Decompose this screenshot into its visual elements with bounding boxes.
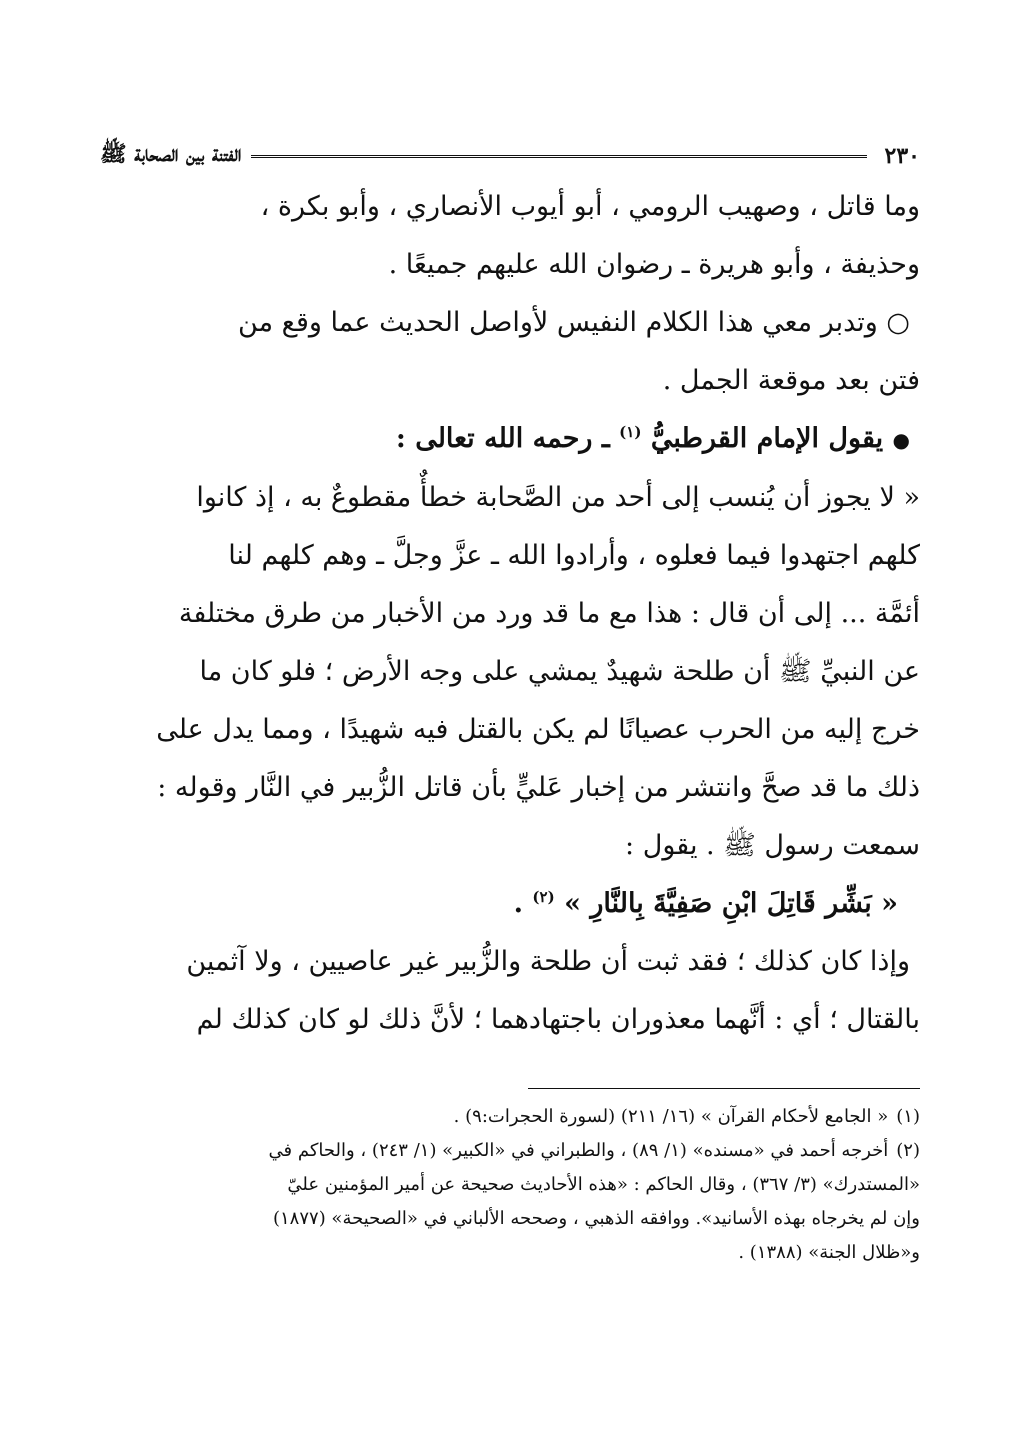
header-rule — [251, 155, 866, 158]
text-line: فتن بعد موقعة الجمل . — [662, 365, 920, 396]
quote-line: عن النبيِّ ﷺ أن طلحة شهيدٌ يمشي على وجه الأرض ؛ فلو كان ما — [199, 656, 920, 687]
text-line: وحذيفة ، وأبو هريرة ـ رضوان الله عليهم جميعًا . — [388, 249, 920, 280]
footnote-separator — [528, 1088, 920, 1089]
quote-line: خرج إليه من الحرب عصيانًا لم يكن بالقتل فيه شهيدًا ، ومما يدل على — [156, 714, 920, 745]
hadith-text: « بَشِّر قَاتِلَ ابْنِ صَفِيَّةَ بِالنَّارِ » — [564, 888, 898, 919]
footnote-1 — [100, 1100, 920, 1134]
text-line: بالقتال ؛ أي : أنَّهما معذوران باجتهادهما ؛ لأنَّ ذلك لو كان كذلك لم — [196, 1004, 920, 1035]
heading-text: يقول الإمام القرطبيُّ — [650, 423, 884, 454]
hadith-end: . — [513, 888, 523, 919]
footnote-text: « الجامع لأحكام القرآن » (١٦/ ٢١١) (لسورة الحجرات:٩) . — [453, 1106, 889, 1127]
hadith-line — [100, 875, 920, 933]
footnote-number: (٢) — [896, 1140, 920, 1161]
book-title: الفتنة بين الصحابة ﷺ — [100, 141, 242, 167]
quote-line: سمعت رسول ﷺ . يقول : — [625, 830, 920, 861]
heading-tail: ـ رحمه الله تعالى : — [395, 423, 610, 454]
footnote-2 — [100, 1134, 920, 1168]
text-line: وإذا كان كذلك ؛ فقد ثبت أن طلحة والزُّبير غير عاصيين ، ولا آثمين — [186, 946, 910, 977]
footnote-ref: (٢) — [532, 888, 555, 906]
quote-line: كلهم اجتهدوا فيما فعلوه ، وأرادوا الله ـ عزَّ وجلَّ ـ وهم كلهم لنا — [228, 540, 920, 571]
quote-line: أئمَّة ... إلى أن قال : هذا مع ما قد ورد من الأخبار من طرق مختلفة — [178, 598, 920, 629]
footnote-ref: (١) — [619, 423, 642, 441]
text-line: وما قاتل ، وصهيب الرومي ، أبو أيوب الأنصاري ، وأبو بكرة ، — [260, 191, 920, 222]
running-header — [100, 136, 920, 176]
quote-line: ذلك ما قد صحَّ وانتشر من إخبار عَليٍّ بأن قاتل الزُّبير في النَّار وقوله : — [157, 772, 920, 803]
footnote-number: (١) — [896, 1106, 920, 1127]
footnote-2-cont: «المستدرك» (٣/ ٣٦٧) ، وقال الحاكم : «هذه الأحاديث صحيحة عن أمير المؤمنين عليّ — [287, 1174, 920, 1195]
main-text — [100, 178, 920, 1049]
text-line: ○ وتدبر معي هذا الكلام النفيس لأواصل الحديث عما وقع من — [238, 307, 910, 338]
footnote-text: أخرجه أحمد في «مسنده» (١/ ٨٩) ، والطبراني في «الكبير» (١/ ٢٤٣) ، والحاكم في — [268, 1140, 889, 1161]
footnote-2-cont: وإن لم يخرجاه بهذه الأسانيد». ووافقه الذهبي ، وصححه الألباني في «الصحيحة» (١٨٧٧) — [272, 1208, 920, 1229]
page-number: ٢٣٠ — [884, 143, 920, 169]
footnotes — [100, 1100, 920, 1270]
bullet-icon: ● — [892, 428, 910, 452]
section-heading — [100, 410, 920, 469]
footnote-2-cont: و«ظلال الجنة» (١٣٨٨) . — [738, 1242, 920, 1263]
quote-line: « لا يجوز أن يُنسب إلى أحد من الصَّحابة خطأٌ مقطوعٌ به ، إذ كانوا — [196, 482, 920, 513]
